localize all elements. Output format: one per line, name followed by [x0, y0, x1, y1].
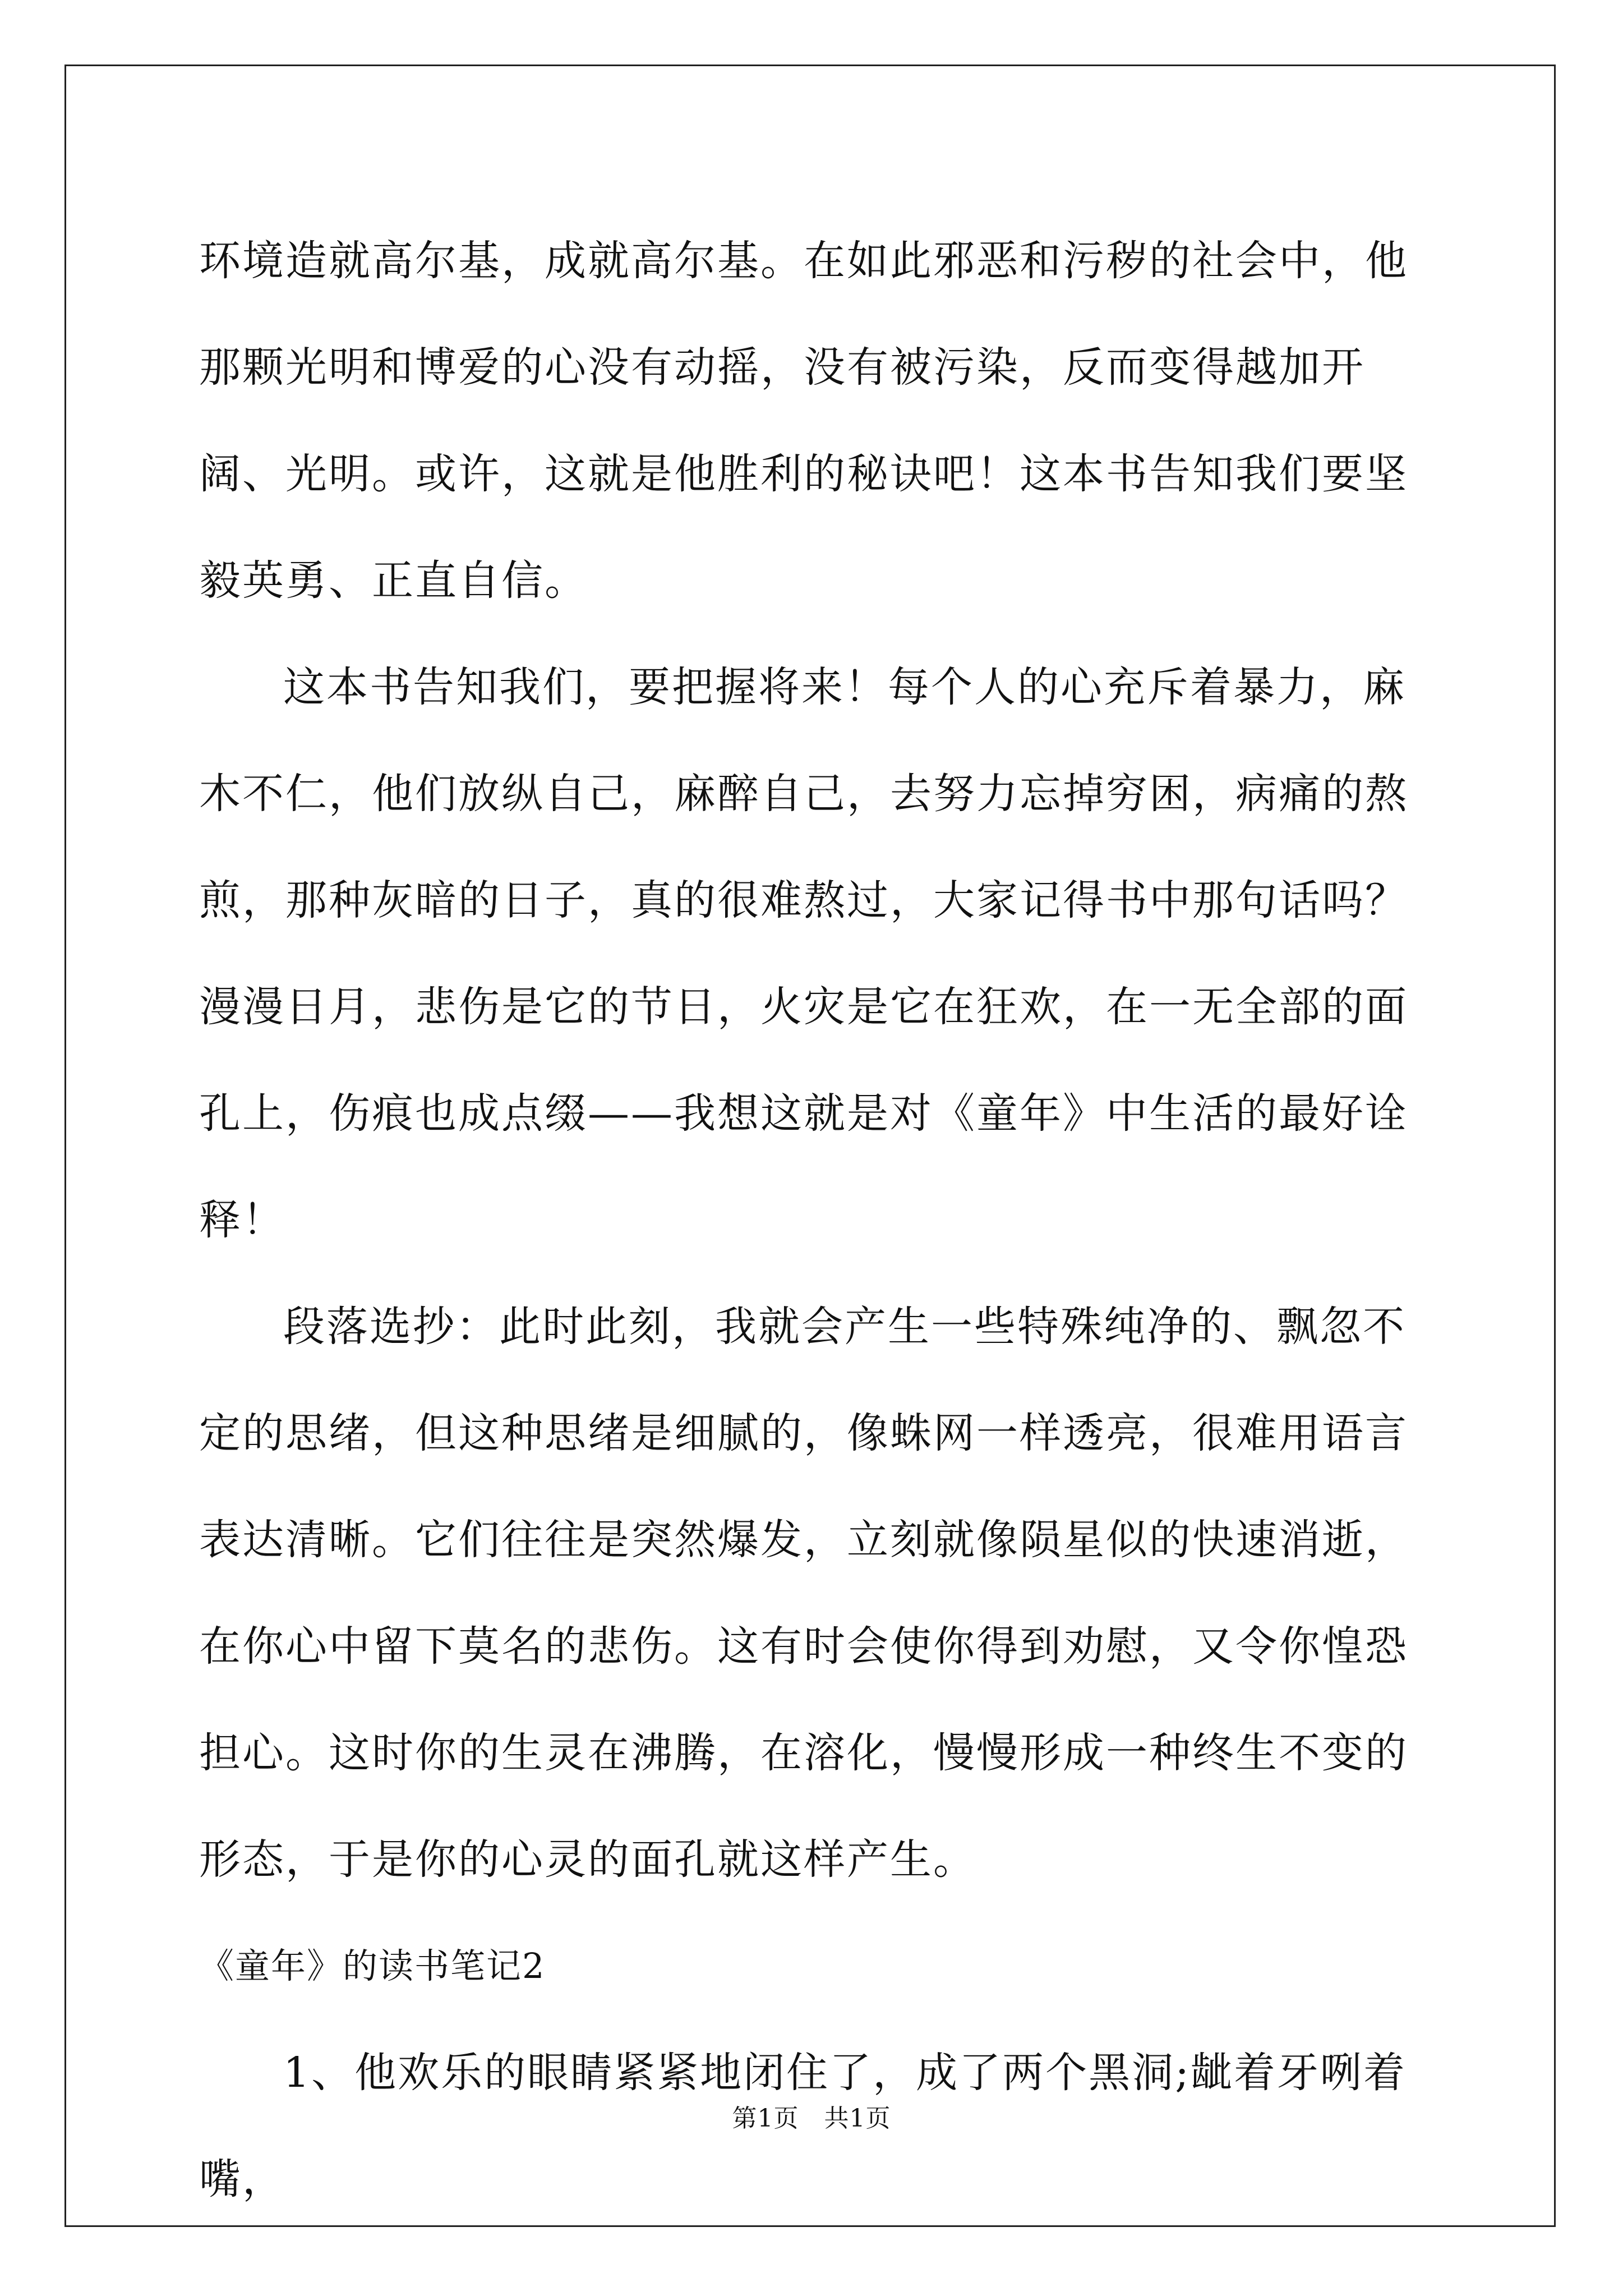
paragraph-3: 段落选抄：此时此刻，我就会产生一些特殊纯净的、飘忽不定的思绪，但这种思绪是细腻的，像蛛网一样透亮，很难用语言表达清晰。它们往往是突然爆发，立刻就像陨星似的快速消逝，在你心中留下莫名的悲伤。这有时会使你得到劝慰，又令你惶恐担心。这时你的生灵在沸腾，在溶化，慢慢形成一种终生不变的形态，于是你的心灵的面孔就这样产生。 [199, 1303, 1408, 1884]
paragraph-4: 1、他欢乐的眼睛紧紧地闭住了，成了两个黑洞;龇着牙咧着嘴， [199, 2049, 1407, 2203]
document-body [199, 208, 1433, 2233]
section-heading: 《童年》的读书笔记2 [199, 1945, 546, 1986]
paragraph-2: 这本书告知我们，要把握将来！每个人的心充斥着暴力，麻木不仁，他们放纵自己，麻醉自己，去努力忘掉穷困，病痛的熬煎，那种灰暗的日子，真的很难熬过，大家记得书中那句话吗？漫漫日月，悲伤是它的节日，火灾是它在狂欢，在一无全部的面孔上，伤痕也成点缀——我想这就是对《童年》中生活的最好诠释！ [199, 663, 1408, 1244]
page-footer: 第1页 共1页 [732, 2104, 891, 2133]
paragraph-1: 环境造就高尔基，成就高尔基。在如此邪恶和污秽的社会中，他那颗光明和博爱的心没有动摇，没有被污染，反而变得越加开阔、光明。或许，这就是他胜利的秘诀吧！这本书告知我们要坚毅英勇、正直自信。 [199, 237, 1408, 605]
